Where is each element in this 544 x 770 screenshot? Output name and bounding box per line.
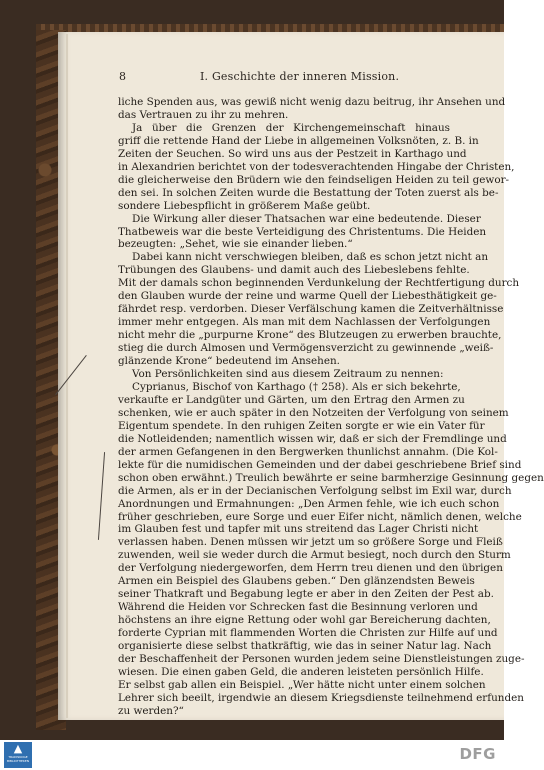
library-logo-label: TRADISKOGE BIBLIOTHEKEN xyxy=(6,755,29,763)
text-line: Eigentum spendete. In den ruhigen Zeiten sorgte er wie ein Vater für xyxy=(118,419,485,432)
text-line: forderte Cyprian mit flammenden Worten die Christen zur Hilfe auf und xyxy=(118,627,498,640)
text-line: höchstens an ihre eigne Rettung oder wohl gar Bereicherung dachten, xyxy=(118,614,491,627)
text-line: Er selbst gab allen ein Beispiel. „Wer hätte nicht unter einem solchen xyxy=(118,678,486,691)
text-line: das Vertrauen zu ihr zu mehren. xyxy=(118,108,289,121)
text-line: Dabei kann nicht verschwiegen bleiben, daß es schon jetzt nicht an xyxy=(132,251,489,264)
text-line: liche Spenden aus, was gewiß nicht wenig dazu beitrug, ihr Ansehen und xyxy=(118,96,506,108)
text-line: schon oben erwähnt.) Treulich bewährte er seine barmherzige Gesinnung gegen xyxy=(118,471,544,484)
text-line: fährdet resp. verdorben. Dieser Verfälschung kamen die Zeitverhältnisse xyxy=(118,303,504,316)
text-line: nicht mehr die „purpurne Krone“ des Blutzeugen zu erwerben brauchte, xyxy=(118,329,502,342)
text-line: griff die rettende Hand der Liebe in allgemeinen Volksnöten, z. B. in xyxy=(118,134,479,147)
viewer-footer xyxy=(0,740,504,770)
text-line: verkaufte er Landgüter und Gärten, um den Ertrag den Armen zu xyxy=(118,393,465,406)
running-head: I. Geschichte der inneren Mission. xyxy=(200,70,400,83)
page-body-text xyxy=(118,96,544,718)
text-line: die Armen, als er in der Decianischen Verfolgung selbst im Exil war, durch xyxy=(118,484,512,497)
text-line: Zeiten der Seuchen. So wird uns aus der Pestzeit in Karthago und xyxy=(118,147,467,160)
page-gutter-edge xyxy=(66,34,68,718)
text-line: schenken, wie er auch später in den Notzeiten der Verfolgung von seinem xyxy=(118,406,509,419)
text-line: wiesen. Die einen gaben Geld, die anderen leisteten persönlich Hilfe. xyxy=(118,665,484,678)
text-line: der Beschaffenheit der Personen wurden jedem seine Dienstleistungen zuge- xyxy=(118,652,525,665)
text-line: die Notleidenden; namentlich wissen wir, daß er sich der Fremdlinge und xyxy=(118,432,507,445)
text-line: Mit der damals schon beginnenden Verdunkelung der Rechtfertigung durch xyxy=(118,277,520,290)
text-line: den Glauben wurde der reine und warme Quell der Liebesthätigkeit ge- xyxy=(118,290,497,303)
library-emblem-icon: ▲ xyxy=(13,742,23,755)
text-line: früher geschrieben, eure Sorge und euer Eifer nicht, nämlich denen, welche xyxy=(118,510,522,523)
page-number: 8 xyxy=(119,70,126,83)
text-line: Von Persönlichkeiten sind aus diesem Zeitraum zu nennen: xyxy=(132,368,444,381)
text-line: glänzende Krone“ bedeutend im Ansehen. xyxy=(118,355,340,368)
text-line: den sei. In solchen Zeiten wurde die Bestattung der Toten zuerst als be- xyxy=(118,186,499,199)
text-line: zu werden?“ xyxy=(118,704,184,717)
text-line: Lehrer sich beeilt, irgendwie an diesem Kriegsdienste teilnehmend erfunden xyxy=(118,691,524,704)
text-line: Anordnungen und Ermahnungen: „Den Armen fehle, wie ich euch schon xyxy=(118,497,500,510)
text-line: Die Wirkung aller dieser Thatsachen war eine bedeutende. Dieser xyxy=(132,212,481,225)
text-line: zuwenden, weil sie weder durch die Armut besiegt, noch durch den Sturm xyxy=(118,549,511,562)
text-line: der Verfolgung niedergeworfen, dem Herrn treu dienen und den übrigen xyxy=(118,562,503,575)
text-line: der armen Gefangenen in den Bergwerken thunlichst annahm. (Die Kol- xyxy=(118,445,498,458)
text-line: im Glauben fest und tapfer mit uns streitend das Lager Christi nicht xyxy=(118,523,479,536)
text-line: lekte für die numidischen Gemeinden und der dabei geschriebene Brief sind xyxy=(118,458,522,471)
library-logo[interactable] xyxy=(4,742,32,768)
text-line: organisierte diese selbst thatkräftig, wie das in seiner Natur lag. Nach xyxy=(118,640,492,653)
text-line: Armen ein Beispiel des Glaubens geben.“ Den glänzendsten Beweis xyxy=(118,575,475,588)
text-line: stieg die durch Almosen und Vermögensverzicht zu gewinnende „weiß- xyxy=(118,342,494,355)
text-line: seiner Thatkraft und Begabung legte er aber in den Zeiten der Pest ab. xyxy=(118,588,494,601)
text-line: sondere Liebespflicht in größerem Maße geübt. xyxy=(118,199,371,212)
text-line: Thatbeweis war die beste Verteidigung des Christentums. Die Heiden xyxy=(118,225,487,238)
text-line: bezeugten: „Sehet, wie sie einander lieben.“ xyxy=(118,238,353,251)
text-line: Ja über die Grenzen der Kirchengemeinschaft hinaus xyxy=(132,121,450,134)
text-line: in Alexandrien berichtet von der todesverachtenden Hingabe der Christen, xyxy=(118,160,515,173)
text-line: Während die Heiden vor Schrecken fast die Besinnung verloren und xyxy=(118,601,478,614)
text-line: Cyprianus, Bischof von Karthago († 258). Als er sich bekehrte, xyxy=(132,380,461,393)
text-line: verlassen haben. Denen müssen wir jetzt um so größere Sorge und Fleiß xyxy=(118,536,503,549)
text-line: Trübungen des Glaubens- und damit auch des Liebeslebens fehlte. xyxy=(118,264,470,277)
text-line: immer mehr entgegen. Als man mit dem Nachlassen der Verfolgungen xyxy=(118,316,491,329)
dfg-watermark: DFG xyxy=(459,745,496,763)
text-line: die gleicherweise den Brüdern wie den feindseligen Heiden zu teil gewor- xyxy=(118,173,510,186)
